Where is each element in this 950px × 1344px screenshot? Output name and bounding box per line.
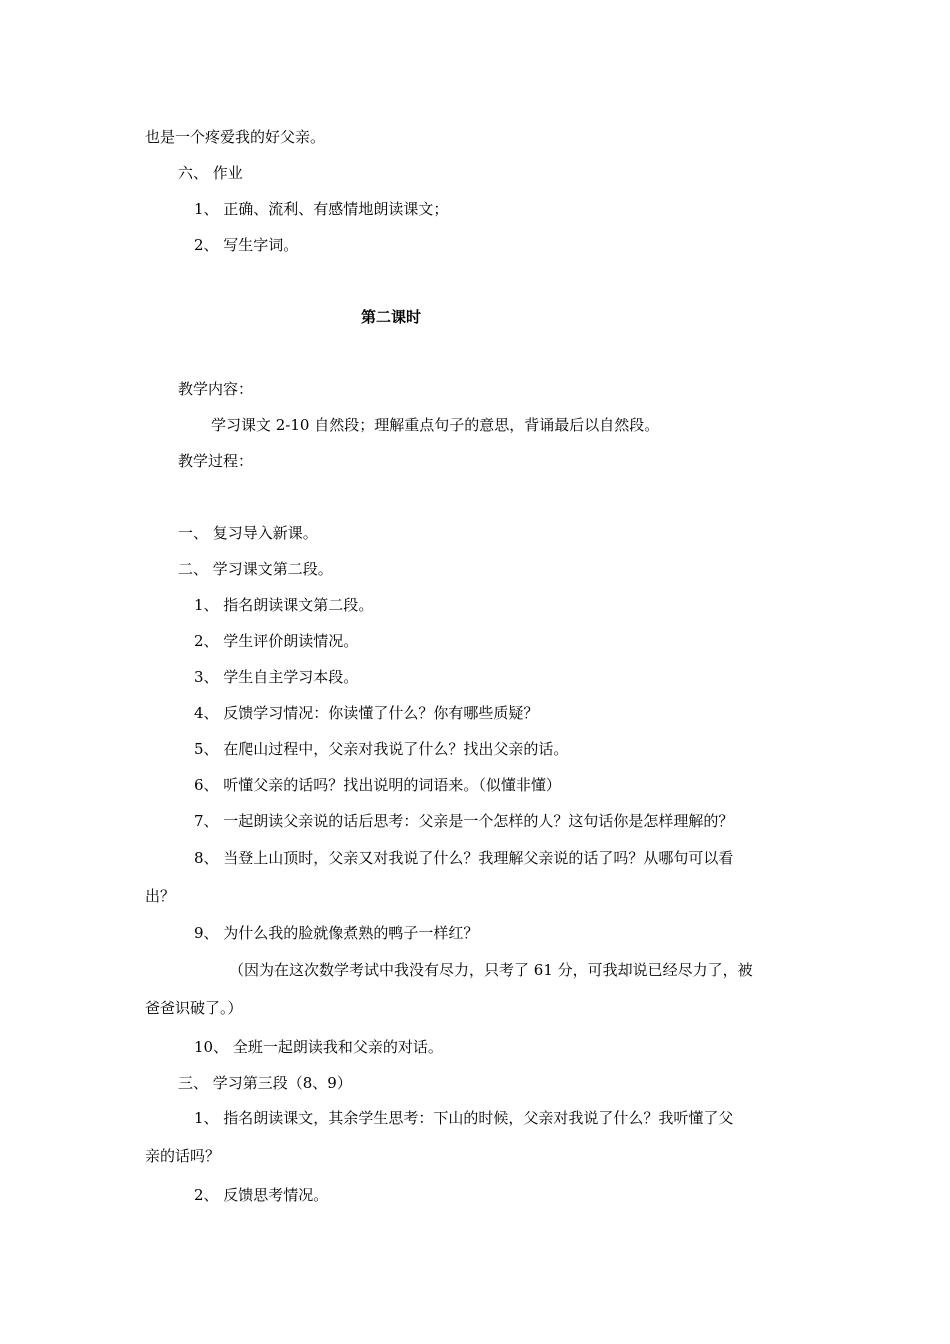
paragraph-line: 也是一个疼爱我的好父亲。: [145, 128, 326, 146]
list-item-continuation: 亲的话吗？: [145, 1147, 221, 1165]
list-item: 10、 全班一起朗读我和父亲的对话。: [194, 1038, 443, 1056]
list-item: 2、 反馈思考情况。: [194, 1186, 329, 1204]
subheading-teaching-process: 教学过程：: [178, 452, 254, 470]
list-item: 8、 当登上山顶时，父亲又对我说了什么？我理解父亲说的话了吗？从哪句可以看: [194, 849, 734, 867]
subheading-teaching-content: 教学内容：: [178, 380, 254, 398]
list-item: 7、 一起朗读父亲说的话后思考：父亲是一个怎样的人？这句话你是怎样理解的？: [194, 812, 734, 830]
list-item: 3、 学生自主学习本段。: [194, 668, 359, 686]
list-item: 2、 学生评价朗读情况。: [194, 632, 359, 650]
paragraph-line: （因为在这次数学考试中我没有尽力，只考了 61 分，可我却说已经尽力了，被: [229, 961, 753, 979]
list-item-continuation: 出？: [145, 887, 176, 905]
list-item: 2、 写生字词。: [194, 236, 299, 254]
section-heading-homework: 六、 作业: [178, 164, 243, 182]
paragraph-line: 学习课文 2-10 自然段；理解重点句子的意思，背诵最后以自然段。: [211, 416, 660, 434]
section-heading: 一、 复习导入新课。: [178, 524, 318, 542]
list-item: 1、 正确、流利、有感情地朗读课文；: [194, 200, 449, 218]
list-item: 6、 听懂父亲的话吗？找出说明的词语来。（似懂非懂）: [194, 776, 561, 794]
section-heading: 二、 学习课文第二段。: [178, 560, 333, 578]
section-heading: 三、 学习第三段（8、9）: [178, 1074, 352, 1092]
list-item: 5、 在爬山过程中，父亲对我说了什么？找出父亲的话。: [194, 740, 569, 758]
list-item: 4、 反馈学习情况：你读懂了什么？你有哪些质疑？: [194, 704, 539, 722]
list-item: 1、 指名朗读课文，其余学生思考：下山的时候，父亲对我说了什么？我听懂了父: [194, 1109, 734, 1127]
paragraph-continuation: 爸爸识破了。）: [145, 999, 243, 1017]
list-item: 1、 指名朗读课文第二段。: [194, 596, 374, 614]
list-item: 9、 为什么我的脸就像煮熟的鸭子一样红？: [194, 924, 479, 942]
lesson-title: 第二课时: [361, 308, 422, 326]
